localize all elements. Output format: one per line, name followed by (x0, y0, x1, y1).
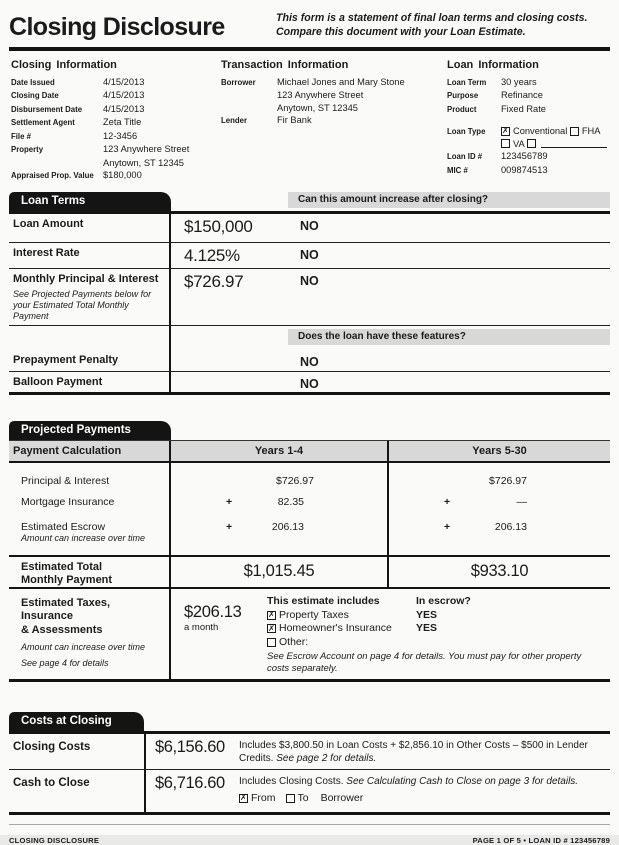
checkbox-checked-icon[interactable]: ✗ (502, 126, 509, 136)
checkbox-unchecked-icon[interactable] (570, 127, 579, 136)
from-to-borrower-row (239, 792, 606, 806)
in-escrow-value: YES (416, 622, 438, 635)
costs-at-closing-header (9, 712, 610, 731)
field-label: Lender (221, 116, 247, 125)
row-label: Prepayment Penalty (9, 350, 171, 370)
projected-payments-header (9, 421, 610, 440)
document-header (9, 10, 610, 42)
plus-sign: + (444, 495, 451, 508)
includes-item-homeowners-insurance (267, 622, 604, 636)
field-label: Property (11, 145, 44, 154)
cell-years-1-4 (171, 463, 389, 496)
row-label-text: Monthly Principal & Interest (13, 272, 159, 285)
cell-years-5-30 (389, 496, 610, 521)
page-footer (9, 824, 610, 845)
field-label: Loan Term (447, 77, 487, 87)
cell-value: $726.97 (276, 474, 314, 487)
row-answer: NO (300, 273, 319, 288)
option-label: FHA (581, 126, 601, 136)
item-main (267, 636, 416, 650)
field-label: Settlement Agent (11, 118, 75, 127)
footer-page-number: PAGE 1 OF 5 • LOAN ID # 123456789 (472, 836, 610, 845)
loan-type-options (501, 125, 608, 150)
item-label: Homeowner's Insurance (279, 622, 392, 635)
field-value: 123 Anywhere Street (103, 144, 190, 154)
column-header-payment-calculation: Payment Calculation (9, 441, 171, 461)
plus-sign: + (226, 495, 233, 508)
row-label (9, 557, 171, 587)
costs-at-closing-table (9, 731, 610, 815)
spacer (447, 116, 608, 125)
row-label-line2: Monthly Payment (21, 574, 113, 586)
intro-statement: This form is a statement of final loan terms and closing costs. Compare this document with your Loan Estimate. (276, 12, 588, 38)
row-amount: $6,156.60 (155, 737, 225, 756)
loan-information-column (447, 59, 608, 183)
field-value: 4/15/2013 (103, 90, 145, 100)
taxes-amount (171, 589, 267, 679)
includes-heading: This estimate includes (267, 595, 380, 608)
row-amount (171, 372, 289, 392)
cell-years-5-30: $933.10 (470, 561, 529, 580)
checkbox-checked-icon[interactable]: ✗ (268, 623, 275, 633)
description-text: Includes $3,800.50 in Loan Costs + $2,856.10 in Other Costs – $500 in Lender Credits. (239, 739, 588, 765)
checkbox-unchecked-icon[interactable] (501, 139, 510, 148)
row-answer: NO (300, 218, 319, 233)
cell-value: 206.13 (494, 520, 527, 533)
table-row-balloon-payment (9, 372, 610, 392)
costs-at-closing-tab: Costs at Closing (9, 712, 144, 731)
field-value: Fixed Rate (501, 103, 546, 114)
info-row-closing-date (11, 89, 221, 103)
field-value: 4/15/2013 (103, 76, 145, 87)
table-row-monthly-principal-interest (9, 269, 610, 327)
row-amount: $6,716.60 (155, 774, 225, 793)
cell-years-5-30 (389, 463, 610, 496)
row-label-line1: Estimated Taxes, Insurance (21, 597, 111, 623)
includes-header-row (267, 595, 604, 609)
field-label: Disbursement Date (11, 104, 83, 114)
row-amount: $150,000 (184, 216, 253, 236)
amount-value: $206.13 (184, 603, 242, 622)
table-row-estimated-total-monthly-payment (9, 555, 610, 589)
table-row-prepayment-penalty (9, 350, 610, 371)
loan-terms-section (9, 192, 610, 395)
row-answer: NO (300, 355, 319, 370)
includes-item-other (267, 636, 604, 650)
field-value: 12-3456 (103, 130, 138, 141)
row-label: Cash to Close (9, 770, 146, 812)
transaction-information-column (221, 59, 447, 183)
row-label (9, 269, 171, 326)
option-label: VA (513, 138, 525, 149)
page-title: Closing Disclosure (9, 13, 225, 41)
row-answer: NO (300, 376, 319, 391)
field-label (221, 102, 277, 115)
loan-terms-table (9, 211, 610, 395)
info-row-property (11, 143, 221, 157)
includes-item-property-taxes (267, 609, 604, 623)
row-label (9, 589, 171, 679)
cell-years-1-4 (171, 496, 389, 521)
row-label: Mortgage Insurance (9, 496, 171, 521)
from-option (239, 792, 276, 806)
field-value: Zeta Title (103, 117, 142, 127)
field-value: Anytown, ST 12345 (277, 102, 358, 113)
loan-terms-header (9, 192, 610, 211)
row-amount: 4.125% (184, 245, 240, 265)
info-row-mic (447, 164, 608, 178)
row-note: Amount can increase over time (21, 533, 146, 544)
field-value: 4/15/2013 (103, 103, 145, 114)
field-label: Purpose (447, 91, 479, 100)
loan-type-line2 (501, 138, 608, 151)
checkbox-checked-icon[interactable]: ✗ (240, 793, 247, 803)
row-label-text: Estimated Escrow (21, 520, 106, 533)
projected-payments-table (9, 463, 610, 682)
info-row-appraised-value (11, 169, 221, 183)
info-row-borrower (221, 76, 447, 90)
amount-suffix: a month (184, 622, 219, 634)
item-main (267, 609, 416, 623)
field-value: Refinance (501, 90, 543, 100)
cell-years-1-4 (171, 521, 389, 555)
table-row-interest-rate (9, 243, 610, 269)
field-label: Closing Date (11, 91, 59, 100)
field-label: Loan ID # (447, 152, 483, 161)
info-row-property-line2 (11, 157, 221, 170)
field-value: 009874513 (501, 164, 548, 175)
field-label: MIC # (447, 165, 468, 175)
costs-at-closing-section (9, 712, 610, 815)
info-row-purpose (447, 89, 608, 103)
info-row-file-number (11, 130, 221, 144)
option-label: To (297, 791, 309, 804)
information-section (9, 51, 610, 192)
field-label (221, 89, 277, 102)
cell-value: 206.13 (271, 520, 304, 533)
table-row-mortgage-insurance (9, 496, 610, 521)
cell-years-5-30 (389, 521, 610, 555)
escrow-note: See Escrow Account on page 4 for details. You must pay for other property costs separately. (267, 651, 582, 675)
field-label (11, 157, 103, 170)
row-label: Principal & Interest (9, 463, 171, 496)
field-value: 30 years (501, 76, 537, 87)
field-value: $180,000 (103, 170, 142, 180)
field-value: Michael Jones and Mary Stone (277, 76, 405, 87)
features-question-bar: Does the loan have these features? (288, 329, 610, 345)
taxes-row-content (171, 589, 610, 679)
increase-question-bar: Can this amount increase after closing? (288, 192, 610, 208)
features-question-row (9, 326, 610, 350)
table-row-cash-to-close (9, 770, 610, 812)
field-value: 123456789 (501, 151, 548, 161)
projected-payments-section (9, 421, 610, 682)
table-row-principal-interest (9, 463, 610, 496)
to-option (286, 792, 309, 806)
plus-sign: + (444, 520, 451, 533)
info-row-date-issued (11, 76, 221, 90)
item-label: Other: (279, 635, 309, 648)
checkbox-unchecked-icon[interactable] (527, 139, 536, 148)
row-label (9, 521, 171, 555)
row-note: See page 4 for details (21, 657, 109, 668)
projected-payments-tab: Projected Payments (9, 421, 171, 440)
in-escrow-heading: In escrow? (416, 595, 471, 608)
field-label: Product (447, 104, 477, 114)
description-reference: See Calculating Cash to Close on page 3 for details. (346, 776, 579, 788)
info-row-borrower-line3 (221, 102, 447, 115)
row-answer: NO (300, 247, 319, 262)
field-label: Appraised Prop. Value (11, 171, 94, 180)
loan-information-heading: Loan Information (447, 58, 539, 71)
field-label: Borrower (221, 77, 256, 87)
column-header-years-5-30: Years 5-30 (472, 444, 527, 457)
table-row-closing-costs (9, 734, 610, 770)
loan-type-line1 (501, 125, 608, 138)
table-row-loan-amount (9, 214, 610, 243)
row-label (9, 326, 171, 350)
estimate-includes-block (267, 589, 610, 679)
info-row-loan-id (447, 150, 608, 164)
option-label: From (251, 791, 276, 804)
info-row-loan-term (447, 76, 608, 90)
field-value: Fir Bank (277, 115, 312, 125)
checkbox-checked-icon[interactable]: ✗ (268, 610, 275, 620)
table-row-estimated-taxes-insurance-assessments (9, 589, 610, 679)
row-label: Interest Rate (9, 243, 171, 268)
field-value: Anytown, ST 12345 (103, 157, 184, 168)
row-note: See Projected Payments below for your Estimated Total Monthly Payment (13, 288, 152, 322)
plus-sign: + (226, 520, 233, 533)
loan-terms-tab: Loan Terms (9, 192, 171, 211)
row-label: Closing Costs (9, 734, 146, 769)
footer-document-name: CLOSING DISCLOSURE (9, 836, 100, 845)
closing-information-column (11, 59, 221, 183)
column-header-years-1-4: Years 1-4 (171, 441, 389, 461)
payment-calculation-header-row (9, 440, 610, 463)
row-description (226, 734, 610, 769)
write-in-blank (541, 139, 607, 148)
info-row-disbursement-date (11, 103, 221, 117)
in-escrow-value: YES (416, 608, 438, 621)
closing-information-heading: Closing Information (11, 58, 117, 71)
info-row-loan-type (447, 125, 608, 150)
cell-years-1-4: $1,015.45 (171, 557, 389, 587)
row-label-line1: Estimated Total (21, 560, 103, 573)
item-label: Property Taxes (279, 608, 349, 621)
row-note: Amount can increase over time (21, 641, 146, 652)
row-label: Balloon Payment (9, 372, 171, 392)
option-label: Conventional (513, 126, 568, 136)
cell-value: $726.97 (489, 474, 527, 487)
row-label-line2: & Assessments (21, 623, 103, 636)
info-row-borrower-line2 (221, 89, 447, 102)
row-amount (171, 350, 289, 370)
field-label: File # (11, 131, 31, 141)
checkbox-unchecked-icon[interactable] (267, 638, 276, 647)
borrower-label: Borrower (320, 791, 364, 804)
field-label: Date Issued (11, 77, 55, 87)
transaction-information-heading: Transaction Information (221, 58, 349, 71)
row-amount: $726.97 (184, 271, 244, 291)
info-row-product (447, 103, 608, 117)
item-main (267, 622, 416, 636)
row-description (226, 770, 610, 812)
info-row-settlement-agent (11, 116, 221, 130)
description-reference: See page 2 for details. (276, 753, 377, 765)
info-row-lender (221, 114, 447, 128)
cell-value: — (516, 495, 527, 508)
description-text: Includes Closing Costs. (239, 776, 347, 788)
field-label: Loan Type (447, 127, 486, 136)
row-label: Loan Amount (9, 214, 171, 242)
field-value: 123 Anywhere Street (277, 90, 364, 100)
checkbox-unchecked-icon[interactable] (286, 794, 295, 803)
table-row-estimated-escrow (9, 521, 610, 555)
cell-value: 82.35 (277, 495, 304, 508)
